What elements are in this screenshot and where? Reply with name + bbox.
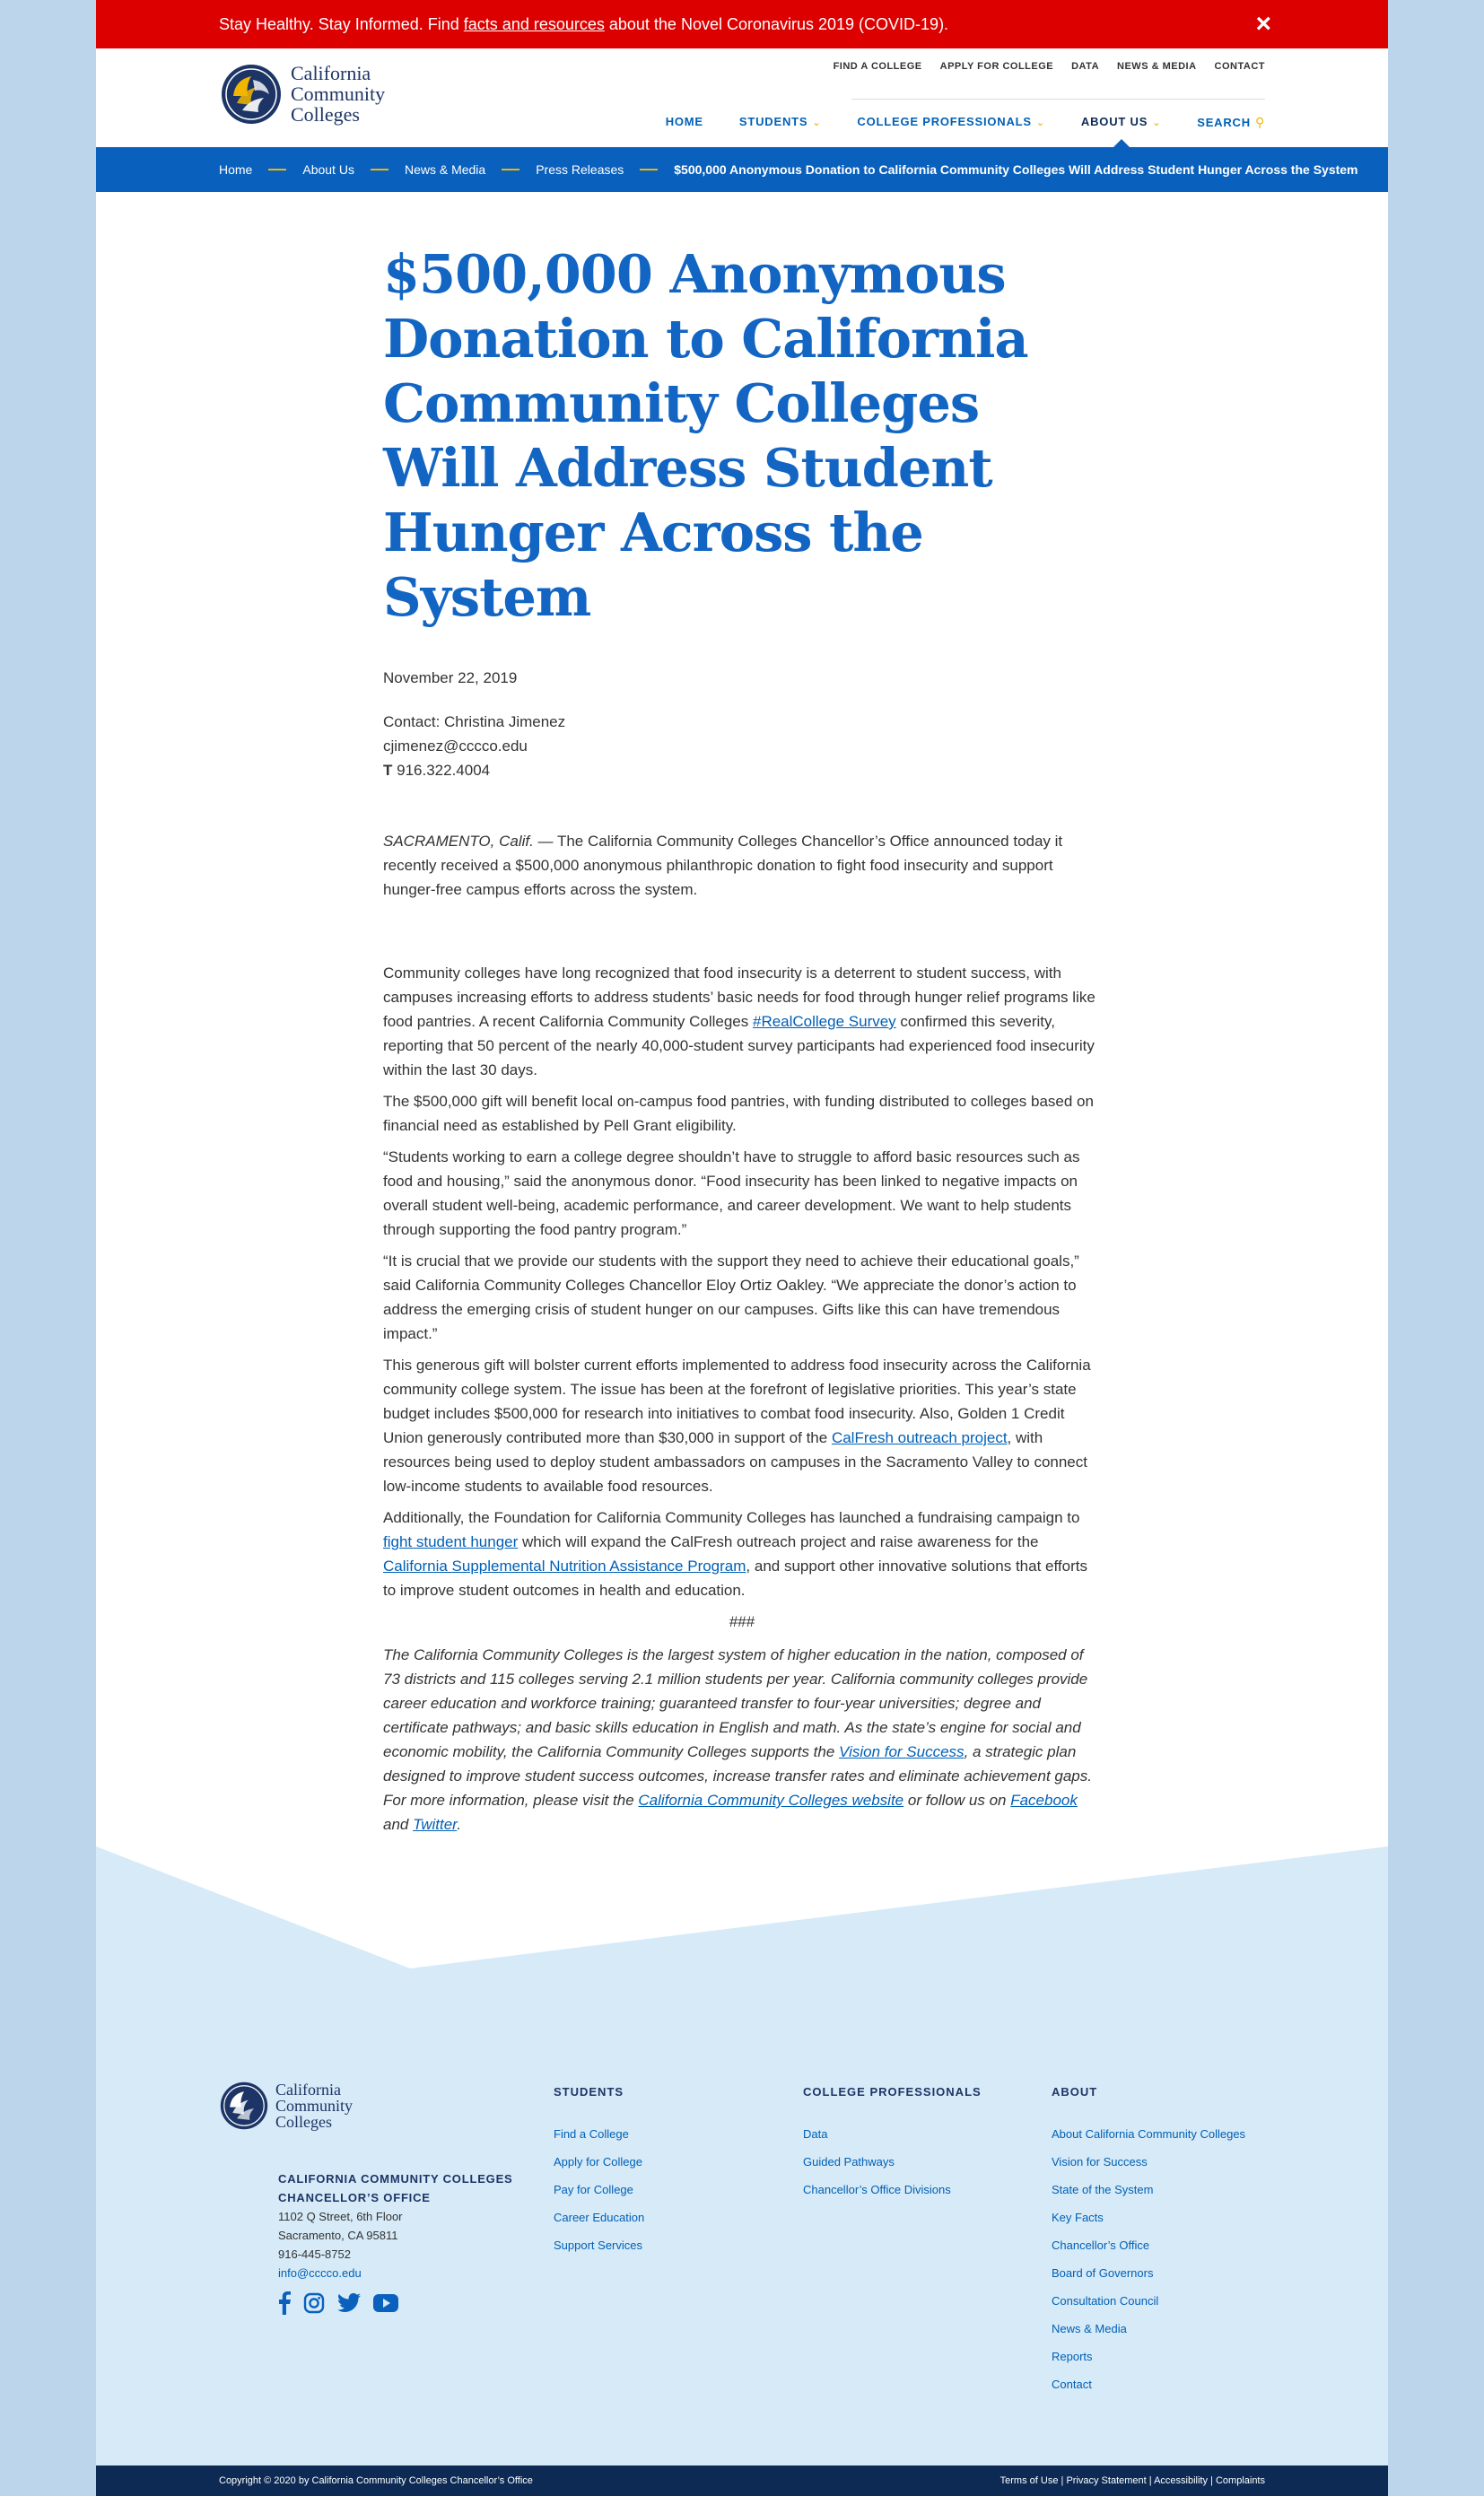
twitter-icon[interactable]: [337, 2293, 361, 2313]
vision-for-success-link[interactable]: Vision for Success: [839, 1743, 965, 1760]
util-contact[interactable]: CONTACT: [1214, 61, 1265, 72]
logo-line-1: California: [291, 62, 371, 84]
ccc-seal-icon: [221, 64, 282, 125]
contact-phone-row: [383, 758, 1101, 782]
footer-logo-wordmark: [275, 2081, 353, 2130]
breadcrumb-about-us[interactable]: About Us: [302, 162, 354, 177]
util-data[interactable]: DATA: [1071, 61, 1100, 72]
contact-email: cjimenez@cccco.edu: [383, 737, 528, 755]
calfresh-outreach-link[interactable]: CalFresh outreach project: [831, 1429, 1008, 1446]
logo-wordmark: [291, 63, 385, 125]
nav-students-label: STUDENTS: [738, 115, 808, 128]
boilerplate: [383, 1643, 1101, 1837]
paragraph-spacer: [383, 909, 1101, 961]
ccc-seal-icon: [220, 2081, 268, 2130]
breadcrumb-separator: [268, 169, 286, 170]
address-line-2: Sacramento, CA 95811: [278, 2229, 398, 2242]
footer-logo[interactable]: [220, 2081, 353, 2130]
chevron-down-icon: ⌄: [1035, 118, 1045, 128]
article: [383, 242, 1101, 1844]
footer-link-news-media[interactable]: News & Media: [1052, 2322, 1127, 2335]
footer-logo-line-2: Community: [275, 2097, 354, 2115]
address-line-1: 1102 Q Street, 6th Floor: [278, 2210, 403, 2223]
footer-professionals-heading: COLLEGE PROFESSIONALS: [803, 2085, 982, 2099]
close-icon[interactable]: ×: [1255, 9, 1271, 39]
util-news-media[interactable]: NEWS & MEDIA: [1117, 61, 1197, 72]
footer-link-apply[interactable]: Apply for College: [554, 2155, 642, 2169]
nav-search-label: SEARCH: [1197, 116, 1251, 129]
paragraph-2: The $500,000 gift will benefit local on-campus food pantries, with funding distributed to colleges based on financial need as established by Pell Grant eligibility.: [383, 1093, 1094, 1134]
site-logo[interactable]: [221, 63, 385, 125]
footer-professionals-column: [803, 2085, 982, 2204]
footer-link-find-college[interactable]: Find a College: [554, 2127, 629, 2141]
footer-address: [278, 2169, 513, 2282]
footer-link-key-facts[interactable]: Key Facts: [1052, 2211, 1104, 2224]
util-find-college[interactable]: FIND A COLLEGE: [833, 61, 922, 72]
footer-students-column: [554, 2085, 644, 2259]
boiler-and: and: [383, 1816, 414, 1833]
page: [96, 0, 1388, 2496]
footer-link-support-services[interactable]: Support Services: [554, 2239, 642, 2252]
nav-professionals-label: COLLEGE PROFESSIONALS: [857, 115, 1032, 128]
breadcrumb-current: $500,000 Anonymous Donation to California Community Colleges Will Address Student Hunger Across the System: [674, 162, 1358, 177]
alert-message: [219, 14, 948, 34]
nav-students[interactable]: [739, 115, 822, 130]
legal-divider: |: [1207, 2475, 1216, 2486]
legal-links: [1000, 2475, 1265, 2486]
site-footer: [96, 1846, 1388, 2465]
footer-students-heading: STUDENTS: [554, 2085, 624, 2099]
chevron-down-icon: ⌄: [1152, 118, 1162, 128]
footer-logo-line-1: California: [275, 2081, 341, 2099]
twitter-link[interactable]: Twitter: [413, 1816, 458, 1833]
search-icon: ⚲: [1254, 115, 1265, 129]
paragraph-1: [383, 961, 1101, 1082]
footer-link-guided-pathways[interactable]: Guided Pathways: [803, 2155, 895, 2169]
p5-text-end: , with resources being used to deploy student ambassadors on campuses in the Sacramento Valley to connect low-income students to available food resources.: [383, 1429, 1087, 1495]
terms-of-use-link[interactable]: Terms of Use: [1000, 2475, 1059, 2486]
footer-link-consultation-council[interactable]: Consultation Council: [1052, 2294, 1159, 2308]
page-title: $500,000 Anonymous Donation to California Community Colleges Will Address Student Hunger Across the System: [383, 243, 1028, 628]
p6-text-mid: which will expand the CalFresh outreach project and raise awareness for the: [518, 1533, 1039, 1550]
facebook-icon[interactable]: [278, 2291, 291, 2315]
footer-link-co-divisions[interactable]: Chancellor’s Office Divisions: [803, 2183, 951, 2196]
paragraph-5: [383, 1353, 1101, 1498]
dateline: SACRAMENTO, Calif.: [383, 833, 534, 850]
paragraph-3: “Students working to earn a college degree shouldn’t have to struggle to afford basic resources such as food and housing,” said the anonymous donor. “Food insecurity has been linked to negative impacts on overall student well-being, academic performance, and career development. We want to help students through supporting the food pantry program.”: [383, 1148, 1080, 1238]
complaints-link[interactable]: Complaints: [1215, 2475, 1265, 2486]
boiler-text-mid2: or follow us on: [903, 1792, 1011, 1809]
p6-text: Additionally, the Foundation for California Community Colleges has launched a fundraising campaign to: [383, 1509, 1080, 1526]
phone-label: T: [383, 762, 393, 779]
ccc-website-link[interactable]: California Community Colleges website: [638, 1792, 904, 1809]
main-nav: [666, 115, 1265, 130]
paragraph-6: [383, 1505, 1101, 1602]
footer-link-contact[interactable]: Contact: [1052, 2378, 1092, 2391]
calfresh-snap-link[interactable]: California Supplemental Nutrition Assistance Program: [383, 1558, 746, 1575]
breadcrumb-news-media[interactable]: News & Media: [404, 162, 486, 177]
logo-line-3: Colleges: [291, 103, 360, 126]
site-header: [96, 48, 1388, 147]
footer-link-board[interactable]: Board of Governors: [1052, 2266, 1154, 2280]
accessibility-link[interactable]: Accessibility: [1154, 2475, 1208, 2486]
breadcrumb-separator: [502, 169, 519, 170]
realcollege-survey-link[interactable]: #RealCollege Survey: [752, 1013, 896, 1030]
article-body: [383, 909, 1101, 1837]
youtube-icon[interactable]: [373, 2294, 398, 2312]
nav-about-label: ABOUT US: [1080, 115, 1148, 128]
footer-logo-line-3: Colleges: [275, 2113, 332, 2131]
social-links: [278, 2291, 398, 2315]
footer-link-data[interactable]: Data: [803, 2127, 828, 2141]
footer-link-pay[interactable]: Pay for College: [554, 2183, 633, 2196]
copyright-bar: [96, 2465, 1388, 2496]
footer-link-about-ccc[interactable]: About California Community Colleges: [1052, 2127, 1246, 2141]
p6-text-end: , and support other innovative solutions that efforts to improve student outcomes in health and education.: [383, 1558, 1087, 1599]
chevron-down-icon: ⌄: [812, 118, 822, 128]
copyright-text: Copyright © 2020 by California Community Colleges Chancellor’s Office: [219, 2475, 533, 2486]
contact-phone: 916.322.4004: [397, 762, 491, 779]
facebook-link[interactable]: Facebook: [1010, 1792, 1078, 1809]
breadcrumb-home[interactable]: Home: [219, 162, 253, 177]
privacy-statement-link[interactable]: Privacy Statement: [1066, 2475, 1147, 2486]
footer-about-column: [1052, 2085, 1245, 2398]
instagram-icon[interactable]: [303, 2292, 325, 2314]
lede-text: — The California Community Colleges Chancellor’s Office announced today it recently received a $500,000 anonymous philanthropic donation to fight food insecurity and support hunger-free campus efforts across the system.: [383, 833, 1063, 898]
legal-divider: |: [1058, 2475, 1067, 2486]
p1-text: Community colleges have long recognized that food insecurity is a deterrent to student success, with campuses increasing efforts to address students’ basic needs for food through hunger relief programs like food pantries. A recent California Community Colleges: [383, 964, 1096, 1030]
boiler-text-mid: , a strategic plan designed to improve student success outcomes, increase transfer rates and eliminate achievement gaps. For more information, please visit the: [383, 1743, 1092, 1809]
logo-line-2: Community: [291, 83, 386, 105]
nav-home-label: HOME: [665, 115, 703, 128]
article-date: November 22, 2019: [383, 669, 518, 686]
press-contact: [383, 710, 1101, 782]
boiler-text: The California Community Colleges is the largest system of higher education in the nation, composed of 73 districts and 115 colleges serving 2.1 million students per year. California community colleges provide career education and workforce training; guaranteed transfer to four-year universities; degree and certificate pathways; and basic skills education in English and math. As the state’s engine for social and economic mobility, the California Community Colleges supports the: [383, 1646, 1088, 1760]
paragraph-4: “It is crucial that we provide our students with the support they need to achieve their educational goals,” said California Community Colleges Chancellor Eloy Ortiz Oakley. “We appreciate the donor’s action to address the emerging crisis of student hunger on our campuses. Gifts like this can have tremendous impact.”: [383, 1252, 1079, 1342]
p1-text-end: confirmed this severity, reporting that 50 percent of the nearly 40,000-student survey participants had experienced food insecurity within the last 30 days.: [383, 1013, 1095, 1078]
breadcrumb-press-releases[interactable]: Press Releases: [536, 162, 624, 177]
breadcrumb: [96, 147, 1388, 192]
alert-text-end: about the Novel Coronavirus 2019 (COVID-19).: [604, 15, 949, 33]
boiler-end: .: [457, 1816, 461, 1833]
org-name-line-2: CHANCELLOR’S OFFICE: [278, 2191, 431, 2204]
footer-link-reports[interactable]: Reports: [1052, 2350, 1093, 2363]
footer-link-vision[interactable]: Vision for Success: [1052, 2155, 1148, 2169]
nav-college-professionals[interactable]: [857, 115, 1045, 130]
legal-divider: |: [1146, 2475, 1155, 2486]
footer-about-heading: ABOUT: [1052, 2085, 1098, 2099]
nav-search[interactable]: [1197, 115, 1265, 130]
contact-name: Contact: Christina Jimenez: [383, 713, 566, 730]
utility-nav: [834, 61, 1265, 72]
footer-link-state-of-system[interactable]: State of the System: [1052, 2183, 1154, 2196]
footer-email-link[interactable]: info@cccco.edu: [278, 2266, 362, 2280]
footer-link-chancellors-office[interactable]: Chancellor’s Office: [1052, 2239, 1150, 2252]
article-lede: [383, 829, 1101, 902]
nav-about-us[interactable]: [1081, 115, 1161, 130]
breadcrumb-separator: [371, 169, 388, 170]
alert-resources-link[interactable]: facts and resources: [463, 15, 605, 33]
end-marker: ###: [729, 1613, 755, 1630]
covid-alert-bar: [96, 0, 1388, 48]
util-apply[interactable]: APPLY FOR COLLEGE: [939, 61, 1054, 72]
footer-link-career-education[interactable]: Career Education: [554, 2211, 645, 2224]
nav-home[interactable]: [666, 115, 703, 130]
org-name-line-1: CALIFORNIA COMMUNITY COLLEGES: [278, 2172, 513, 2186]
alert-text-start: Stay Healthy. Stay Informed. Find: [219, 15, 464, 33]
breadcrumb-separator: [640, 169, 658, 170]
fight-student-hunger-link[interactable]: fight student hunger: [383, 1533, 519, 1550]
footer-phone: 916-445-8752: [278, 2247, 351, 2261]
p5-text: This generous gift will bolster current efforts implemented to address food insecurity across the California community college system. The issue has been at the forefront of legislative priorities. This year’s state budget includes $500,000 for research into initiatives to combat food insecurity. Also, Golden 1 Credit Union generously contributed more than $30,000 in support of the: [383, 1357, 1091, 1446]
nav-divider: [851, 99, 1265, 100]
